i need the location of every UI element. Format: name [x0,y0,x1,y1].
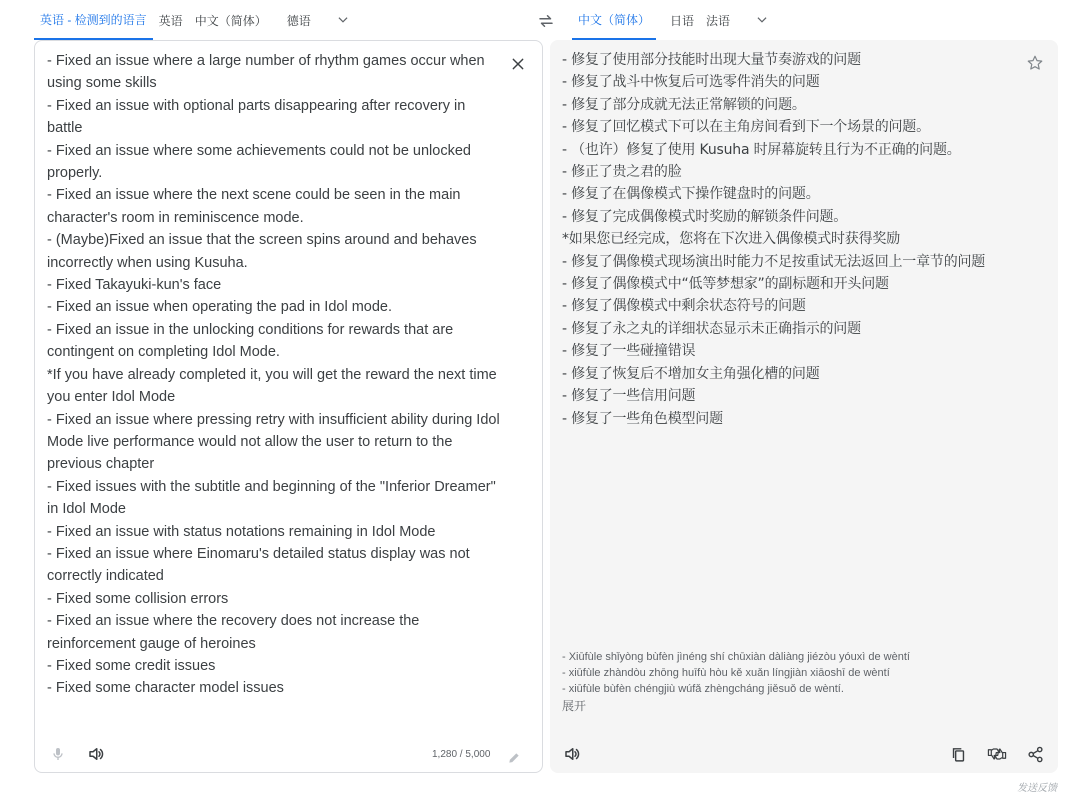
copy-translation-button[interactable] [944,740,972,768]
source-panel [34,40,543,773]
translation-panel [550,40,1058,773]
target-more-languages-button[interactable] [746,4,778,36]
close-icon [510,56,526,72]
save-translation-button[interactable] [1024,52,1046,74]
swap-icon [537,12,555,30]
source-more-languages-button[interactable] [327,4,359,36]
rate-icon [987,745,1007,763]
copy-icon [950,746,967,763]
source-textarea[interactable]: - Fixed an issue where a large number of rhythm games occur when using some skills - Fixed an issue with optional parts disappearing after recovery in battle - Fixed an issue where some achievements could not be unlocked properly. - Fixed an issue where the next scene could be seen in the main character's room in reminiscence mode. - (Maybe)Fixed an issue that the screen spins around and behaves incorrectly when using Kusuha. - Fixed Takayuki-kun's face - Fixed an issue when operating the pad in Idol mode. - Fixed an issue in the unlocking conditions for rewards that are contingent on completing Idol Mode. *If you have already completed it, you will get the reward the next time you enter Idol Mode - Fixed an issue where pressing retry with insufficient ability during Idol Mode live performance would not allow the user to return to the previous chapter - Fixed issues with the subtitle and beginning of the "Inferior Dreamer" in Idol Mode - Fixed an issue with status notations remaining in Idol Mode - Fixed an issue where Einomaru's detailed status display was not correctly indicated - Fixed some collision errors - Fixed an issue where the recovery does not increase the reinforcement gauge of heroines - Fixed some credit issues - Fixed some character model issues [47,53,500,697]
tab-source-german[interactable]: 德语 [286,13,311,28]
tab-target-chinese-simplified[interactable]: 中文（简体） [572,0,656,40]
swap-languages-button[interactable] [533,8,559,34]
expand-romanization-link[interactable]: 展开 [562,699,587,713]
tab-target-japanese[interactable]: 日语 [670,13,695,28]
romanization-text: - Xiūfùle shǐyòng bùfèn jìnéng shí chūxiàn dàliàng jiézòu yóuxì de wèntí - xiūfùle zhàndòu zhōng huīfù hòu kě xuǎn língjiàn xiāoshī de wèntí - xiūfùle bùfèn chéngjiù wúfǎ zhèngcháng jiěsuǒ de wèntí. [562,651,910,695]
listen-source-button[interactable] [82,740,110,768]
chevron-down-icon [336,13,350,27]
share-translation-button[interactable] [1021,740,1049,768]
source-language-bar [34,0,534,40]
tab-target-french[interactable]: 法语 [706,13,731,28]
pencil-icon [507,751,521,765]
speaker-icon [87,745,105,763]
tab-source-chinese-simplified[interactable]: 中文（简体） [194,13,267,28]
target-language-bar [568,0,1058,40]
send-feedback-link[interactable]: 发送反馈 [1017,783,1057,794]
chevron-down-icon [755,13,769,27]
speaker-icon [563,745,581,763]
voice-input-button[interactable] [44,740,72,768]
edit-button[interactable] [500,744,528,772]
tab-detected-language[interactable]: 英语 - 检测到的语言 [34,0,153,40]
clear-source-button[interactable] [506,52,530,76]
rate-translation-button[interactable] [983,740,1011,768]
tab-source-english[interactable]: 英语 [158,13,183,28]
mic-icon [50,745,66,763]
translation-output: - 修复了使用部分技能时出现大量节奏游戏的问题 - 修复了战斗中恢复后可选零件消失的问题 - 修复了部分成就无法正常解锁的问题。 - 修复了回忆模式下可以在主角房间看到下一个场景的问题。 - （也许）修复了使用 Kusuha 时屏幕旋转且行为不正确的问题。 - 修正了贵之君的脸 - 修复了在偶像模式下操作键盘时的问题。 - 修复了完成偶像模式时奖励的解锁条件问题。 *如果您已经完成，您将在下次进入偶像模式时获得奖励 - 修复了偶像模式现场演出时能力不足按重试无法返回上一章节的问题 - 修复了偶像模式中“低等梦想家”的副标题和开头问题 - 修复了偶像模式中剩余状态符号的问题 - 修复了永之丸的详细状态显示未正确指示的问题 - 修复了一些碰撞错误 - 修复了恢复后不增加女主角强化槽的问题 - 修复了一些信用问题 - 修复了一些角色模型问题 [562,52,986,427]
character-count: 1,280 / 5,000 [432,749,491,760]
listen-translation-button[interactable] [558,740,586,768]
star-icon [1026,54,1044,72]
share-icon [1027,746,1044,763]
